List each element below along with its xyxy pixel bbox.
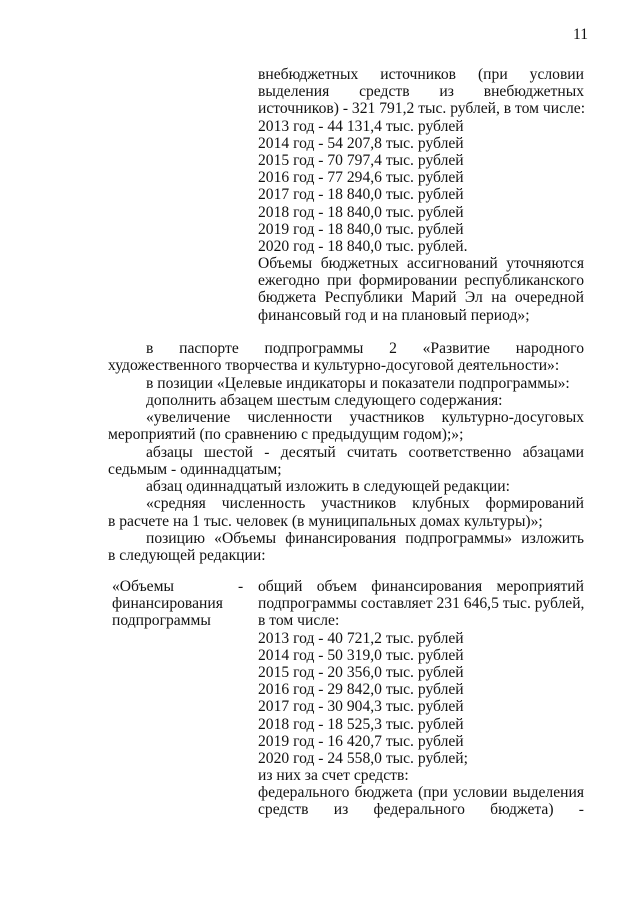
paragraph-line: художественного творчества и культурно-досуговой деятельности»: bbox=[108, 357, 560, 375]
text-line: 2014 год - 54 207,8 тыс. рублей bbox=[258, 134, 464, 152]
text-line: подпрограммы составляет 231 646,5 тыс. рублей, bbox=[258, 595, 585, 613]
amendment-text bbox=[108, 340, 584, 564]
label-line: подпрограммы bbox=[112, 612, 211, 630]
text-line: в том числе: bbox=[258, 612, 340, 630]
text-line: федерального бюджета (при условии выделения bbox=[258, 784, 584, 802]
label-line: финансирования bbox=[112, 595, 223, 613]
label-dash: - bbox=[238, 578, 244, 595]
text-line: 2013 год - 44 131,4 тыс. рублей bbox=[258, 117, 464, 135]
text-line: 2016 год - 77 294,6 тыс. рублей bbox=[258, 169, 464, 187]
passport-label bbox=[112, 578, 242, 630]
label-line: «Объемы bbox=[112, 578, 174, 595]
text-line: 2020 год - 18 840,0 тыс. рублей. bbox=[258, 237, 468, 255]
text-line: 2014 год - 50 319,0 тыс. рублей bbox=[258, 646, 464, 664]
text-line: внебюджетных источников (при условии bbox=[258, 66, 584, 83]
funding-sources-block bbox=[258, 66, 584, 324]
text-line: Объемы бюджетных ассигнований уточняются bbox=[258, 255, 584, 273]
text-line: финансовый год и на плановый период»; bbox=[258, 306, 530, 324]
text-line: 2017 год - 18 840,0 тыс. рублей bbox=[258, 186, 464, 204]
paragraph-line: позицию «Объемы финансирования подпрограммы» изложить bbox=[146, 529, 584, 547]
paragraph-line: дополнить абзацем шестым следующего содержания: bbox=[146, 391, 503, 409]
text-line: 2015 год - 20 356,0 тыс. рублей bbox=[258, 663, 464, 681]
paragraph-line: в расчете на 1 тыс. человек (в муниципальных домах культуры)»; bbox=[108, 512, 543, 530]
paragraph-line: «средняя численность участников клубных формирований bbox=[146, 495, 584, 513]
paragraph-line: в позиции «Целевые индикаторы и показатели подпрограммы»: bbox=[146, 374, 570, 392]
text-line: бюджета Республики Марий Эл на очередной bbox=[258, 289, 584, 307]
text-line: 2018 год - 18 525,3 тыс. рублей bbox=[258, 715, 464, 733]
text-line: 2019 год - 16 420,7 тыс. рублей bbox=[258, 732, 464, 750]
passport-value bbox=[258, 578, 584, 819]
text-line: 2020 год - 24 558,0 тыс. рублей; bbox=[258, 749, 468, 767]
paragraph-line: мероприятий (по сравнению с предыдущим годом);»; bbox=[108, 426, 464, 444]
text-line: 2018 год - 18 840,0 тыс. рублей bbox=[258, 203, 464, 221]
text-line: 2019 год - 18 840,0 тыс. рублей bbox=[258, 220, 464, 238]
page-number: 11 bbox=[572, 26, 588, 43]
paragraph-line: седьмым - одиннадцатым; bbox=[108, 460, 282, 478]
text-line: средств из федерального бюджета) - bbox=[258, 801, 584, 819]
text-line: 2013 год - 40 721,2 тыс. рублей bbox=[258, 629, 464, 647]
paragraph-line: в паспорте подпрограммы 2 «Развитие народного bbox=[146, 340, 584, 357]
paragraph-line: «увеличение численности участников культурно-досуговых bbox=[146, 409, 584, 426]
text-line: 2015 год - 70 797,4 тыс. рублей bbox=[258, 151, 464, 169]
paragraph-line: абзац одиннадцатый изложить в следующей редакции: bbox=[146, 478, 510, 495]
text-line: из них за счет средств: bbox=[258, 767, 409, 785]
text-line: общий объем финансирования мероприятий bbox=[258, 578, 584, 595]
text-line: источников) - 321 791,2 тыс. рублей, в том числе: bbox=[258, 100, 586, 118]
text-line: выделения средств из внебюджетных bbox=[258, 83, 584, 101]
text-line: 2017 год - 30 904,3 тыс. рублей bbox=[258, 698, 464, 716]
paragraph-line: в следующей редакции: bbox=[108, 547, 266, 564]
paragraph-line: абзацы шестой - десятый считать соответственно абзацами bbox=[146, 443, 584, 461]
text-line: 2016 год - 29 842,0 тыс. рублей bbox=[258, 681, 464, 699]
text-line: ежегодно при формировании республиканского bbox=[258, 272, 584, 290]
